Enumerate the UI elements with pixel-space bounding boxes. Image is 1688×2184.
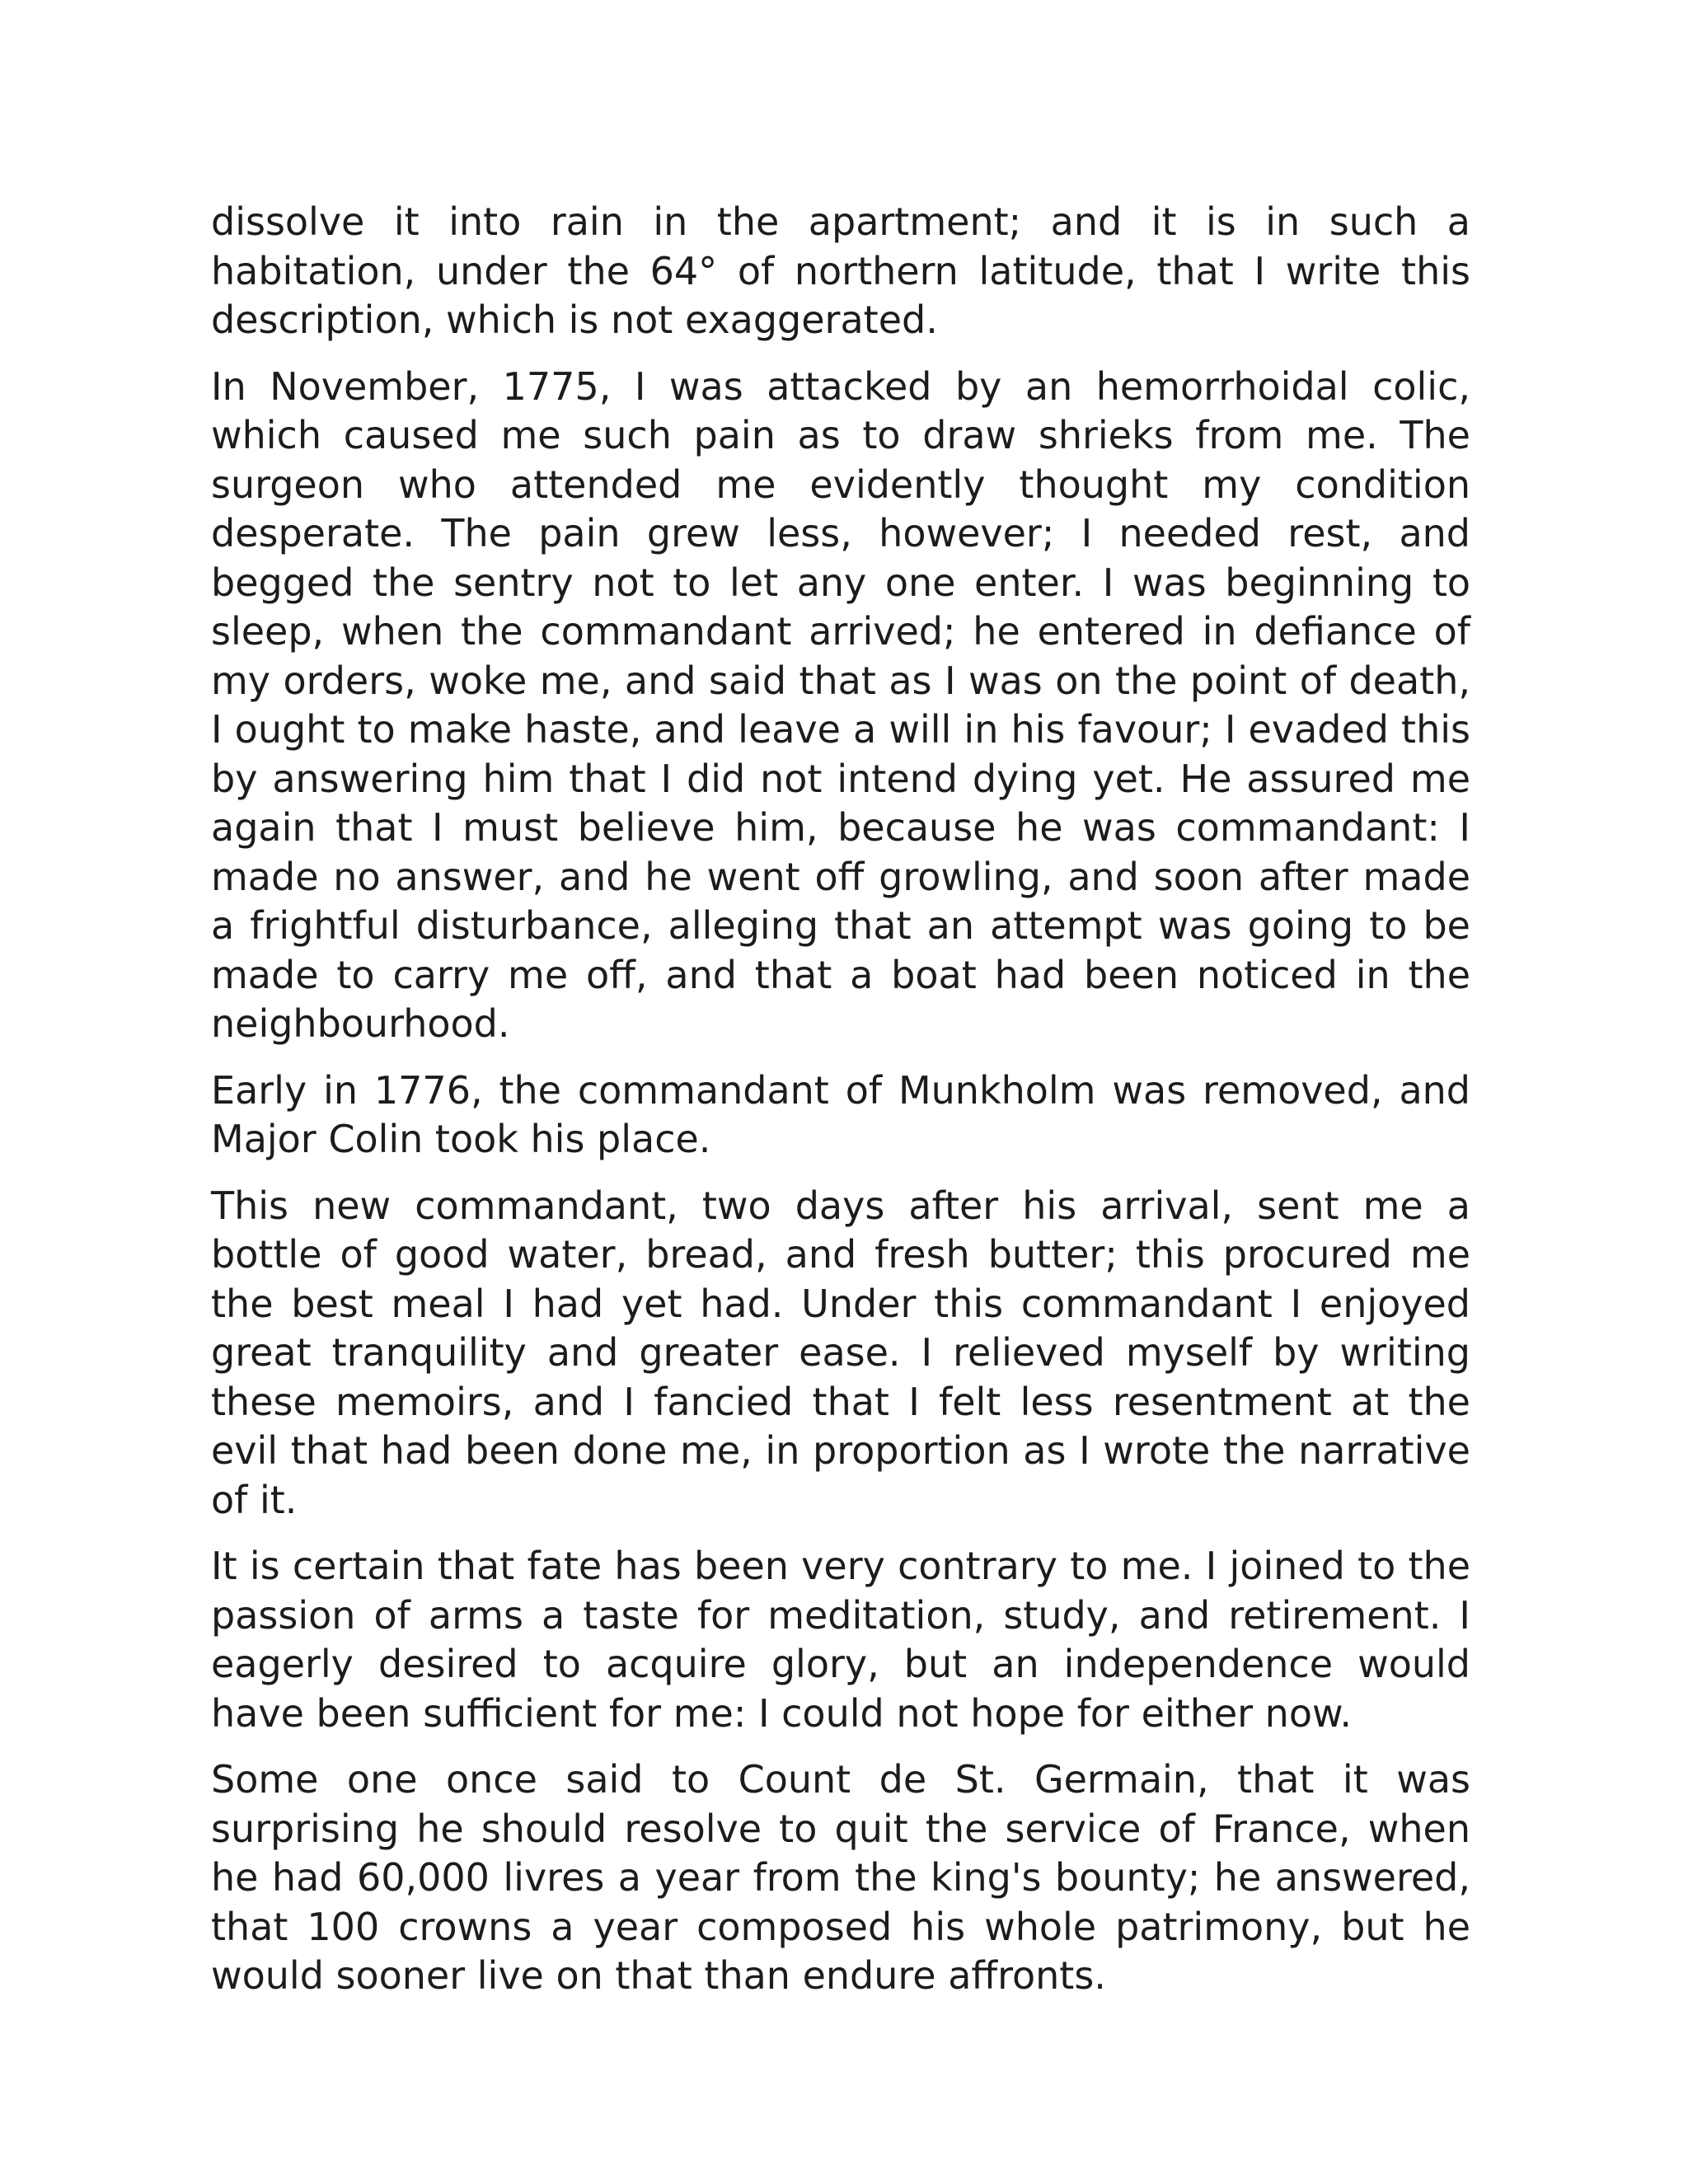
paragraph-6: Some one once said to Count de St. Germain, that it was surprising he should resolve to quit the service of France, when he had 60,000 livres a year from the king's bounty; he answered, that 100 crowns a year composed his whole patrimony, but he would sooner live on that than endure affronts. xyxy=(211,1757,1470,1998)
paragraph-3: Early in 1776, the commandant of Munkholm was removed, and Major Colin took his place. xyxy=(211,1067,1470,1161)
paragraph-2: In November, 1775, I was attacked by an hemorrhoidal colic, which caused me such pain as to draw shrieks from me. The surgeon who attended me evidently thought my condition desperate. The pain grew less, however; I needed rest, and begged the sentry not to let any one enter. I was beginning to sleep, when the commandant arrived; he entered in defiance of my orders, woke me, and said that as I was on the point of death, I ought to make haste, and leave a will in his favour; I evaded this by answering him that I did not intend dying yet. He assured me again that I must believe him, because he was commandant: I made no answer, and he went off growling, and soon after made a frightful disturbance, alleging that an attempt was going to be made to carry me off, and that a boat had been noticed in the neighbourhood. xyxy=(211,363,1470,1046)
paragraph-1: dissolve it into rain in the apartment; and it is in such a habitation, under the 64° of northern latitude, that I write this description, which is not exaggerated. xyxy=(211,199,1470,342)
body-text xyxy=(211,198,1470,2018)
paragraph-4: This new commandant, two days after his arrival, sent me a bottle of good water, bread, and fresh butter; this procured me the best meal I had yet had. Under this commandant I enjoyed great tranquility and greater ease. I relieved myself by writing these memoirs, and I fancied that I felt less resentment at the evil that had been done me, in proportion as I wrote the narrative of it. xyxy=(211,1183,1470,1522)
paragraph-5: It is certain that fate has been very contrary to me. I joined to the passion of arms a taste for meditation, study, and retirement. I eagerly desired to acquire glory, but an independence would have been sufficient for me: I could not hope for either now. xyxy=(211,1544,1470,1736)
